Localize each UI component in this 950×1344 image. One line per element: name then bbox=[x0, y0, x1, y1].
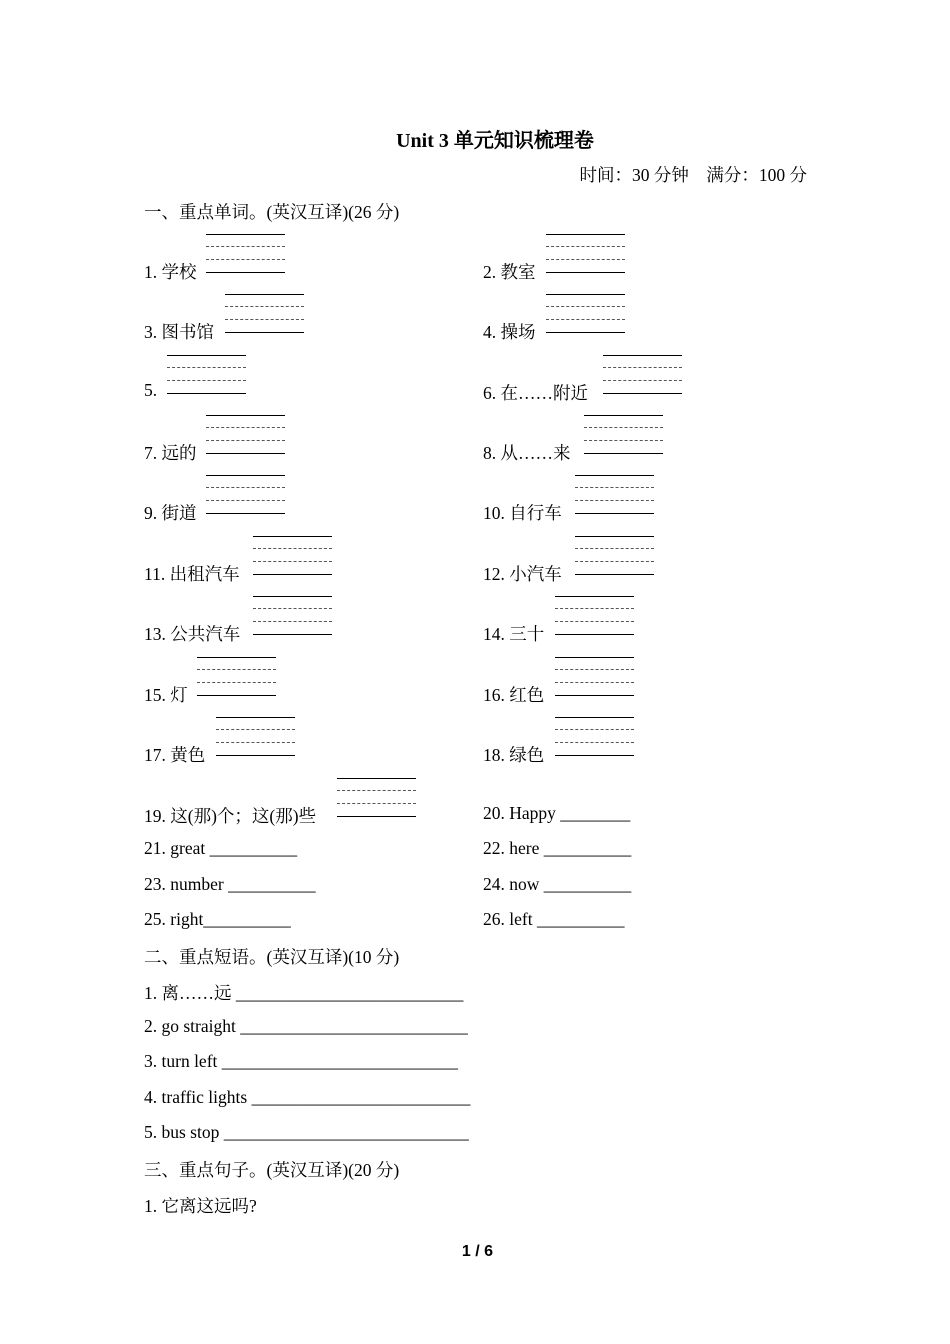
sentence-item-1: 1. 它离这远吗? bbox=[144, 1196, 257, 1216]
writing-lines-14[interactable] bbox=[555, 596, 634, 636]
word-item-1: 1. 学校 bbox=[144, 262, 197, 282]
writing-lines-12[interactable] bbox=[575, 536, 654, 576]
word-item-16: 16. 红色 bbox=[483, 685, 545, 705]
phrase-item-3[interactable]: 3. turn left ___________________________ bbox=[144, 1051, 459, 1071]
exam-meta: 时间：30 分钟 满分：100 分 bbox=[579, 165, 807, 185]
page-title: Unit 3 单元知识梳理卷 bbox=[396, 130, 594, 152]
writing-lines-4[interactable] bbox=[546, 294, 625, 334]
word-item-14: 14. 三十 bbox=[483, 624, 545, 644]
word-item-23[interactable]: 23. number __________ bbox=[144, 874, 316, 894]
writing-lines-15[interactable] bbox=[197, 657, 276, 697]
writing-lines-9[interactable] bbox=[206, 475, 285, 515]
word-item-19: 19. 这(那)个；这(那)些 bbox=[144, 806, 317, 826]
writing-lines-7[interactable] bbox=[206, 415, 285, 455]
writing-lines-19[interactable] bbox=[337, 778, 416, 818]
writing-lines-17[interactable] bbox=[216, 717, 295, 757]
word-item-25[interactable]: 25. right__________ bbox=[144, 909, 291, 929]
phrase-item-4[interactable]: 4. traffic lights _________________________ bbox=[144, 1087, 471, 1107]
phrase-item-5[interactable]: 5. bus stop ____________________________ bbox=[144, 1122, 469, 1142]
phrase-item-2[interactable]: 2. go straight __________________________ bbox=[144, 1016, 468, 1036]
word-item-13: 13. 公共汽车 bbox=[144, 624, 241, 644]
writing-lines-10[interactable] bbox=[575, 475, 654, 515]
writing-lines-3[interactable] bbox=[225, 294, 304, 334]
word-item-11: 11. 出租汽车 bbox=[144, 564, 240, 584]
word-item-12: 12. 小汽车 bbox=[483, 564, 562, 584]
word-item-3: 3. 图书馆 bbox=[144, 322, 214, 342]
writing-lines-5[interactable] bbox=[167, 355, 246, 395]
writing-lines-2[interactable] bbox=[546, 234, 625, 274]
section2-heading: 二、重点短语。(英汉互译)(10 分) bbox=[144, 947, 400, 967]
word-item-18: 18. 绿色 bbox=[483, 745, 545, 765]
writing-lines-16[interactable] bbox=[555, 657, 634, 697]
word-item-7: 7. 远的 bbox=[144, 443, 197, 463]
writing-lines-11[interactable] bbox=[253, 536, 332, 576]
word-item-8: 8. 从……来 bbox=[483, 443, 571, 463]
word-item-20[interactable]: 20. Happy ________ bbox=[483, 803, 631, 823]
word-item-2: 2. 教室 bbox=[483, 262, 536, 282]
word-item-6: 6. 在……附近 bbox=[483, 383, 588, 403]
word-item-21[interactable]: 21. great __________ bbox=[144, 838, 298, 858]
word-item-24[interactable]: 24. now __________ bbox=[483, 874, 632, 894]
word-item-26[interactable]: 26. left __________ bbox=[483, 909, 625, 929]
writing-lines-18[interactable] bbox=[555, 717, 634, 757]
word-item-10: 10. 自行车 bbox=[483, 503, 562, 523]
word-item-5: 5. bbox=[144, 380, 158, 400]
writing-lines-13[interactable] bbox=[253, 596, 332, 636]
page-number: 1 / 6 bbox=[461, 1243, 494, 1260]
section1-heading: 一、重点单词。(英汉互译)(26 分) bbox=[144, 202, 400, 222]
word-item-9: 9. 街道 bbox=[144, 503, 197, 523]
writing-lines-6[interactable] bbox=[603, 355, 682, 395]
word-item-17: 17. 黄色 bbox=[144, 745, 206, 765]
section3-heading: 三、重点句子。(英汉互译)(20 分) bbox=[144, 1160, 400, 1180]
word-item-22[interactable]: 22. here __________ bbox=[483, 838, 632, 858]
phrase-item-1[interactable]: 1. 离……远 __________________________ bbox=[144, 983, 464, 1003]
writing-lines-8[interactable] bbox=[584, 415, 663, 455]
writing-lines-1[interactable] bbox=[206, 234, 285, 274]
word-item-15: 15. 灯 bbox=[144, 685, 188, 705]
word-item-4: 4. 操场 bbox=[483, 322, 536, 342]
